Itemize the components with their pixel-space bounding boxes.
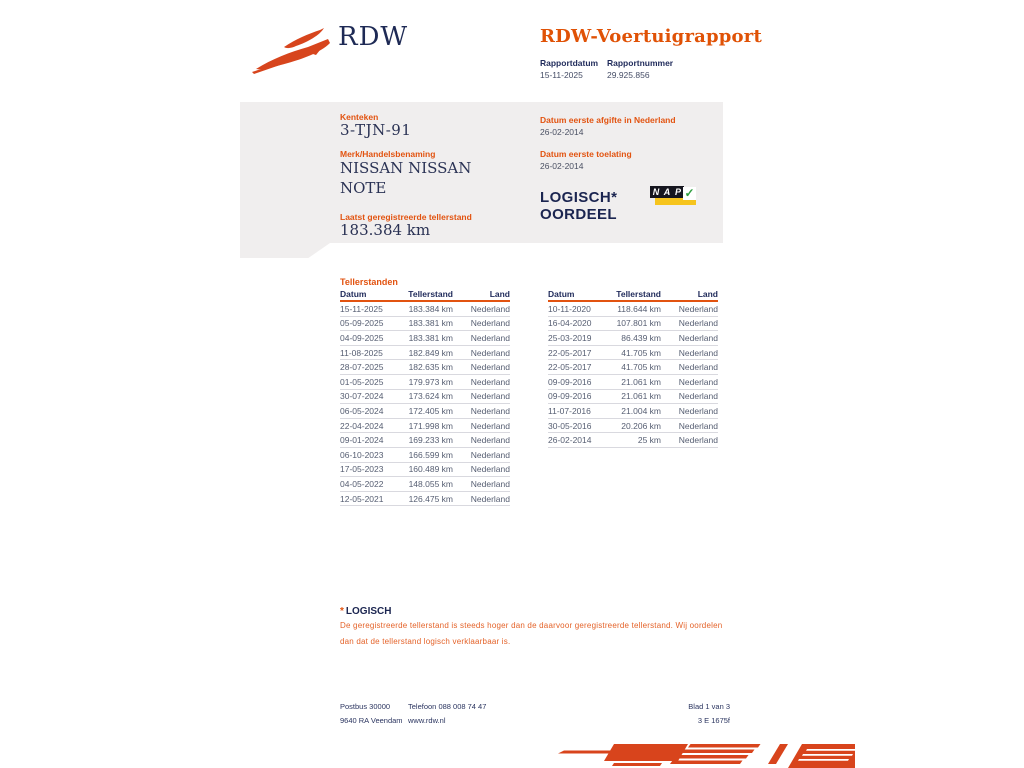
table-row [548, 433, 718, 448]
table-header-row [340, 289, 510, 302]
cell-datum: 26-02-2014 [548, 435, 592, 446]
cell-tellerstand: 182.635 km [408, 362, 453, 373]
cell-datum: 16-04-2020 [548, 318, 592, 329]
cell-tellerstand: 179.973 km [408, 376, 453, 387]
cell-datum: 30-05-2016 [548, 420, 592, 431]
cell-tellerstand: 118.644 km [617, 303, 661, 314]
tellerstand-label: Laatst geregistreerde tellerstand [340, 212, 472, 222]
footnote-title: LOGISCH [345, 606, 392, 617]
cell-land: Nederland [678, 391, 718, 402]
cell-tellerstand: 160.489 km [408, 464, 453, 475]
footer-address-line2: 9640 RA Veendam [340, 716, 403, 725]
cell-tellerstand: 183.384 km [408, 303, 453, 314]
nap-letter-p: P [672, 186, 684, 198]
footer-address-line1: Postbus 30000 [340, 702, 391, 711]
cell-datum: 04-09-2025 [340, 332, 384, 343]
merk-value: NISSAN NISSAN NOTE [340, 159, 472, 197]
col-header-tellerstand: Tellerstand [408, 289, 453, 299]
footer-page-number: Blad 1 van 3 [688, 702, 730, 711]
cell-land: Nederland [470, 435, 510, 446]
cell-land: Nederland [470, 303, 510, 314]
cell-land: Nederland [678, 405, 718, 416]
table-row [548, 375, 718, 390]
table-row [340, 375, 510, 390]
report-number-value: 29.925.856 [607, 70, 650, 80]
page-title: RDW-Voertuigrapport [540, 26, 762, 47]
cell-land: Nederland [470, 478, 510, 489]
cell-tellerstand: 41.705 km [621, 347, 661, 358]
afgifte-label: Datum eerste afgifte in Nederland [540, 115, 676, 125]
vehicle-info-box-tab [240, 243, 330, 258]
rdw-logo-text: RDW [338, 22, 409, 52]
table-header-row [548, 289, 718, 302]
table-row [548, 404, 718, 419]
odometer-table-left [340, 289, 510, 506]
cell-datum: 05-09-2025 [340, 318, 384, 329]
nap-logo-icon [648, 185, 698, 209]
report-date-label: Rapportdatum [540, 58, 599, 68]
cell-tellerstand: 20.206 km [621, 420, 661, 431]
cell-land: Nederland [678, 435, 718, 446]
footer-form-code: 3 E 1675f [697, 716, 730, 725]
cell-tellerstand: 148.055 km [408, 478, 453, 489]
cell-datum: 06-05-2024 [340, 405, 384, 416]
cell-tellerstand: 171.998 km [408, 420, 453, 431]
table-row [548, 390, 718, 405]
cell-land: Nederland [470, 362, 510, 373]
table-body [548, 302, 718, 448]
cell-datum: 06-10-2023 [340, 449, 384, 460]
table-row [548, 302, 718, 317]
toelating-label: Datum eerste toelating [540, 149, 632, 159]
cell-tellerstand: 172.405 km [408, 405, 453, 416]
cell-datum: 12-05-2021 [340, 493, 384, 504]
footnote-heading [340, 606, 391, 617]
cell-land: Nederland [678, 318, 718, 329]
toelating-value: 26-02-2014 [540, 161, 584, 171]
cell-land: Nederland [678, 332, 718, 343]
merk-label: Merk/Handelsbenaming [340, 149, 436, 159]
cell-land: Nederland [470, 318, 510, 329]
kenteken-value: 3-TJN-91 [340, 121, 412, 139]
cell-datum: 22-05-2017 [548, 347, 592, 358]
table-row [340, 302, 510, 317]
cell-datum: 28-07-2025 [340, 362, 384, 373]
nap-letter-n: N [650, 186, 662, 198]
cell-tellerstand: 169.233 km [408, 435, 453, 446]
footer-stripes-icon [545, 741, 855, 768]
cell-land: Nederland [470, 391, 510, 402]
cell-tellerstand: 21.061 km [621, 376, 661, 387]
col-header-datum: Datum [548, 289, 575, 299]
cell-datum: 11-07-2016 [548, 405, 591, 416]
nap-letter-a: A [661, 186, 673, 198]
table-row [340, 331, 510, 346]
cell-datum: 30-07-2024 [340, 391, 384, 402]
cell-tellerstand: 41.705 km [621, 362, 661, 373]
cell-datum: 04-05-2022 [340, 478, 384, 489]
cell-land: Nederland [470, 464, 510, 475]
cell-land: Nederland [470, 376, 510, 387]
report-number-label: Rapportnummer [607, 58, 674, 68]
table-row [340, 390, 510, 405]
cell-datum: 17-05-2023 [340, 464, 384, 475]
kenteken-label: Kenteken [340, 112, 379, 122]
oordeel-line1: LOGISCH* [540, 189, 618, 206]
cell-land: Nederland [470, 493, 510, 504]
cell-tellerstand: 86.439 km [621, 332, 661, 343]
table-row [340, 492, 510, 507]
cell-land: Nederland [470, 405, 510, 416]
table-row [548, 317, 718, 332]
afgifte-value: 26-02-2014 [540, 127, 584, 137]
table-row [548, 419, 718, 434]
table-row [548, 360, 718, 375]
cell-tellerstand: 107.801 km [616, 318, 661, 329]
cell-tellerstand: 182.849 km [408, 347, 453, 358]
cell-land: Nederland [470, 449, 510, 460]
odometer-table-right [548, 289, 718, 448]
cell-datum: 09-09-2016 [548, 391, 592, 402]
col-header-tellerstand: Tellerstand [616, 289, 661, 299]
cell-datum: 10-11-2020 [548, 303, 591, 314]
table-row [340, 404, 510, 419]
cell-tellerstand: 25 km [637, 435, 661, 446]
cell-datum: 11-08-2025 [340, 347, 383, 358]
footnote-text: De geregistreerde tellerstand is steeds hoger dan de daarvoor geregistreerde tellerstand. Wij oordelen dan dat de tellerstand logisch verklaarbaar is. [340, 621, 723, 646]
cell-land: Nederland [678, 303, 718, 314]
footnote-asterisk: * [340, 606, 344, 617]
table-row [340, 477, 510, 492]
cell-land: Nederland [470, 332, 510, 343]
table-row [340, 463, 510, 478]
cell-tellerstand: 183.381 km [408, 318, 453, 329]
cell-land: Nederland [678, 420, 718, 431]
cell-datum: 09-09-2016 [548, 376, 592, 387]
table-row [340, 448, 510, 463]
cell-datum: 09-01-2024 [340, 435, 384, 446]
table-row [340, 346, 510, 361]
nap-checkmark-icon: ✓ [684, 186, 695, 200]
cell-tellerstand: 126.475 km [408, 493, 453, 504]
col-header-land: Land [489, 289, 510, 299]
col-header-land: Land [697, 289, 718, 299]
cell-land: Nederland [470, 347, 510, 358]
cell-tellerstand: 173.624 km [408, 391, 453, 402]
table-row [340, 360, 510, 375]
footer-phone: Telefoon 088 008 74 47 [408, 702, 487, 711]
cell-tellerstand: 21.004 km [621, 405, 661, 416]
rdw-wing-icon [250, 25, 334, 75]
table-row [340, 419, 510, 434]
table-row [340, 433, 510, 448]
cell-datum: 15-11-2025 [340, 303, 383, 314]
cell-land: Nederland [678, 347, 718, 358]
footer-website: www.rdw.nl [408, 716, 446, 725]
cell-tellerstand: 21.061 km [621, 391, 661, 402]
tellerstand-value: 183.384 km [340, 221, 431, 239]
cell-land: Nederland [470, 420, 510, 431]
cell-tellerstand: 166.599 km [408, 449, 453, 460]
col-header-datum: Datum [340, 289, 367, 299]
cell-tellerstand: 183.381 km [408, 332, 453, 343]
tables-title: Tellerstanden [340, 277, 398, 287]
cell-datum: 22-04-2024 [340, 420, 384, 431]
report-date-value: 15-11-2025 [540, 70, 583, 80]
cell-datum: 01-05-2025 [340, 376, 384, 387]
table-row [548, 331, 718, 346]
cell-datum: 22-05-2017 [548, 362, 592, 373]
cell-land: Nederland [678, 362, 718, 373]
cell-datum: 25-03-2019 [548, 332, 592, 343]
table-row [340, 317, 510, 332]
oordeel-line2: OORDEEL [540, 206, 617, 223]
table-row [548, 346, 718, 361]
table-body [340, 302, 510, 506]
cell-land: Nederland [678, 376, 718, 387]
